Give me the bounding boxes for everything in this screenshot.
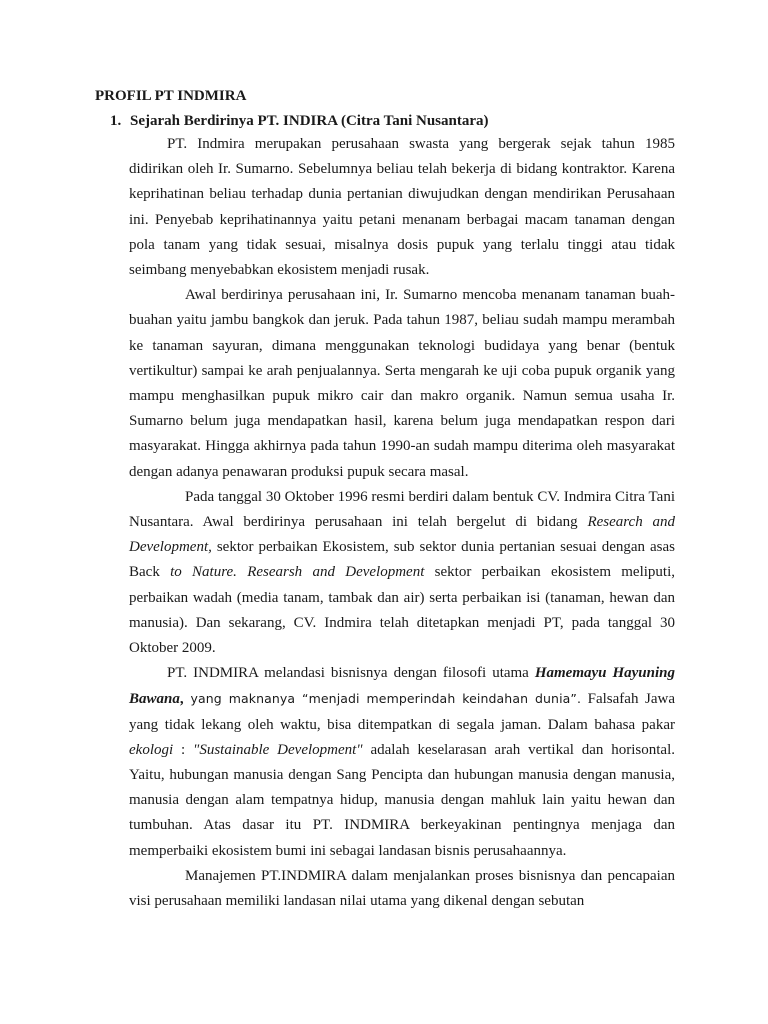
section-number: 1. <box>110 113 122 129</box>
paragraph-text: PT. INDMIRA melandasi bisnisnya dengan filosofi utama <box>167 665 535 682</box>
philosophy-name: Hamemayu Hayuning Bawana <box>129 665 675 708</box>
paragraph-text: , <box>179 691 184 708</box>
paragraph-text: sektor perbaikan Ekosistem, sub sektor dunia pertanian sesuai dengan asas Back <box>129 539 675 581</box>
paragraph-early-years: Awal berdirinya perusahaan ini, Ir. Sumarno mencoba menanam tanaman buah-buahan yaitu jambu bangkok dan jeruk. Pada tahun 1987, beliau sudah mampu merambah ke tanaman sayuran, dimana menggunakan teknologi budidaya yang benar (bentuk vertikultur) sampai ke arah penjualannya. Serta mengarah ke uji coba pupuk organik yang mampu menghasilkan pupuk mikro cair dan makro organik. Namun semua usaha Ir. Sumarno belum juga mendapatkan hasil, karena belum juga mendapatkan respon dari masyarakat. Hingga akhirnya pada tahun 1990-an sudah mampu diterima oleh masyarakat dengan adanya penawaran produksi pupuk secara masal. <box>129 287 675 480</box>
emphasis-text: to Nature. Researsh and Development <box>170 564 425 581</box>
paragraph-text: adalah keselarasan arah vertikal dan horisontal. Yaitu, hubungan manusia dengan Sang Pencipta dan hubungan manusia dengan manusia, manusia dengan alam tempatnya hidup, manusia dengan mahluk lain yaitu hewan dan tumbuhan. Atas dasar itu PT. INDMIRA berkeyakinan pentingnya menjaga dan memperbaiki ekosistem bumi ini sebagai landasan bisnis perusahaannya. <box>129 741 675 859</box>
emphasis-text: ekologi <box>129 741 174 758</box>
paragraph-founding-cv <box>129 485 675 661</box>
section-heading-text: Sejarah Berdirinya PT. INDIRA (Citra Tani Nusantara) <box>130 113 489 129</box>
emphasis-text: Research and Development, <box>129 514 675 556</box>
paragraph-text: sektor perbaikan ekosistem meliputi, perbaikan wadah (media tanam, tambak dan air) serta perbaikan isi (tanaman, hewan dan manusia). Dan sekarang, CV. Indmira telah ditetapkan menjadi PT, pada tanggal 30 Oktober 2009. <box>129 564 676 657</box>
paragraph-text: Falsafah Jawa yang tidak lekang oleh waktu, bisa ditempatkan di segala jaman. Dalam bahasa pakar <box>129 691 675 733</box>
paragraph-text: Pada tanggal 30 Oktober 1996 resmi berdiri dalam bentuk CV. Indmira Citra Tani Nusantara. Awal berdirinya perusahaan ini telah bergelut di bidang <box>129 488 675 531</box>
paragraph-text: : <box>173 741 194 758</box>
emphasis-text: "Sustainable Development" <box>193 741 363 758</box>
paragraph-company-history: PT. Indmira merupakan perusahaan swasta yang bergerak sejak tahun 1985 didirikan oleh Ir. Sumarno. Sebelumnya beliau telah bekerja di bidang kontraktor. Karena keprihatinan beliau terhadap dunia pertanian diwujudkan dengan mendirikan Perusahaan ini. Penyebab keprihatinannya yaitu petani menanam berbagai macam tanaman dengan pola tanam yang tidak sesuai, misalnya dosis pupuk yang terlalu tinggi atau tidak seimbang menyebabkan ekosistem menjadi rusak. <box>129 136 675 279</box>
philosophy-meaning: yang maknanya “menjadi memperindah keindahan dunia”. <box>183 691 582 707</box>
paragraph-management: Manajemen PT.INDMIRA dalam menjalankan proses bisnisnya dan pencapaian visi perusahaan memiliki landasan nilai utama yang dikenal dengan sebutan <box>129 867 675 910</box>
document-title: PROFIL PT INDMIRA <box>95 88 247 104</box>
paragraph-philosophy <box>129 661 675 864</box>
document-body <box>129 132 675 914</box>
section-heading <box>110 113 489 130</box>
